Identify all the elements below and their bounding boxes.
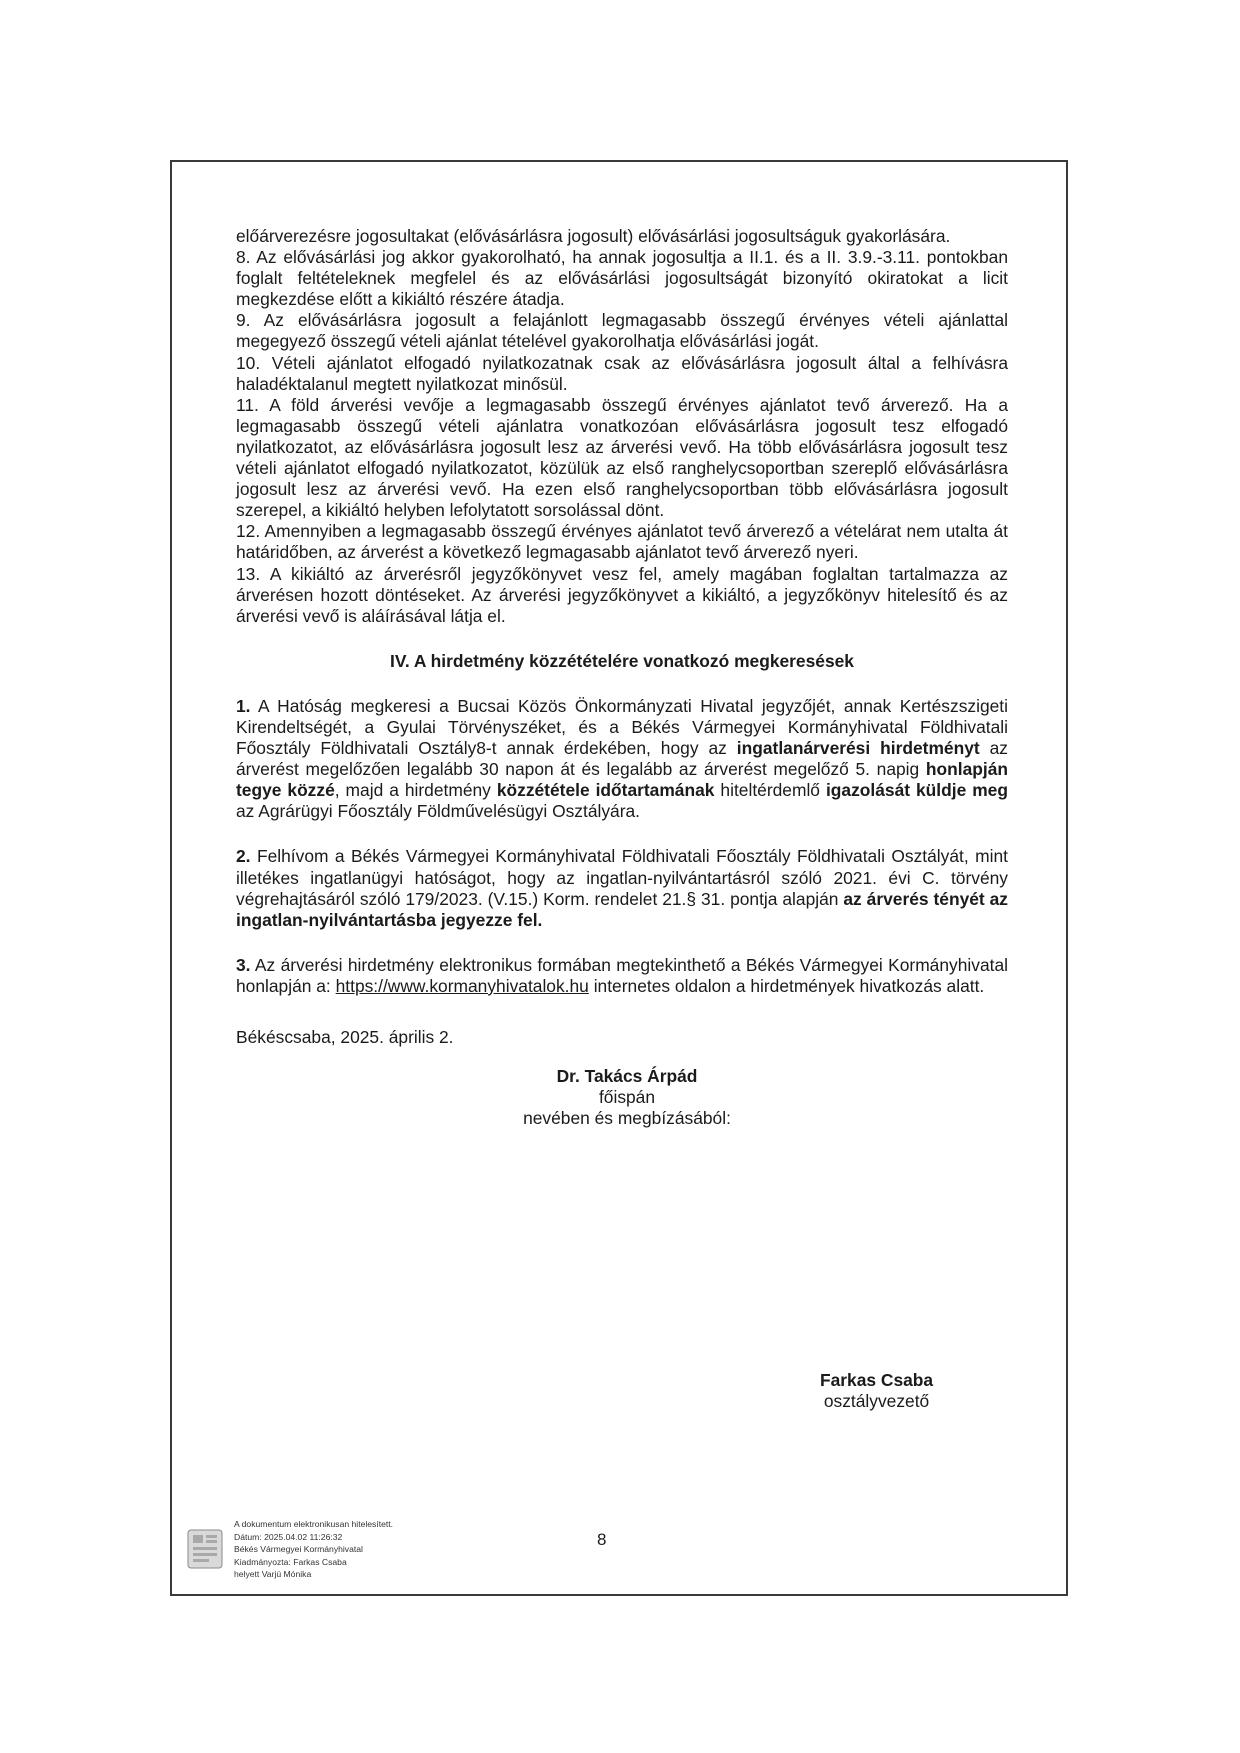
official-signature-block xyxy=(820,1370,933,1412)
paragraph-8: 8. Az elővásárlási jog akkor gyakorolható, ha annak jogosultja a II.1. és a II. 3.9.-3.11. pontokban foglalt feltételeknek megfelel és az elővásárlási jogosultságát bizonyító okiratokat a licit megkezdése előtt a kikiáltó részére átadja. xyxy=(236,247,1008,310)
paragraph-13: 13. A kikiáltó az árverésről jegyzőkönyvet vesz fel, amely magában foglaltan tartalmazza az árverésen hozott döntéseket. Az árverési jegyzőkönyvet a kikiáltó, a jegyzőkönyv hitelesítő és az árverési vevő is aláírásával látja el. xyxy=(236,563,1008,626)
stamp-text: A dokumentum elektronikusan hitelesített. Dátum: 2025.04.02 11:26:32 Békés Vármegyei Kormányhivatal Kiadmányozta: Farkas Csaba helyett Varjú Mónika xyxy=(234,1519,394,1579)
paragraph-12: 12. Amennyiben a legmagasabb összegű érvényes ajánlatot tevő árverező a vételárat nem utalta át határidőben, az árverést a következő legmagasabb ajánlatot tevő árverező nyeri. xyxy=(236,521,1008,563)
section-heading: IV. A hirdetmény közzétételére vonatkozó megkeresések xyxy=(390,650,854,671)
item-number: 3. xyxy=(236,954,251,975)
item-number: 2. xyxy=(236,846,251,867)
paragraph-10: 10. Vételi ajánlatot elfogadó nyilatkozatnak csak az elővásárlásra jogosult által a felhívásra haladéktalanul megtett nyilatkozat minősül. xyxy=(236,352,1008,394)
document-date: Békéscsaba, 2025. április 2. xyxy=(236,1027,454,1047)
paragraph-intro: előárverezésre jogosultakat (elővásárlásra jogosult) elővásárlási jogosultságuk gyakorlására. xyxy=(236,226,951,246)
government-website-link[interactable]: https://www.kormanyhivatalok.hu xyxy=(335,975,589,996)
document-body xyxy=(236,226,1008,1129)
page-number: 8 xyxy=(597,1530,607,1549)
paragraph-9: 9. Az elővásárlásra jogosult a felajánlott legmagasabb összegű érvényes vételi ajánlattal megegyező összegű vételi ajánlat tételével gyakorolhatja elővásárlási jogát. xyxy=(236,310,1008,352)
official-title: osztályvezető xyxy=(823,1391,930,1412)
section-item-3: 3. Az árverési hirdetmény elektronikus formában megtekinthető a Békés Vármegyei Kormányhivatal honlapján a: https://www.kormanyhivatalok.hu internetes oldalon a hirdetmények hivatkozás alatt. xyxy=(236,954,1008,996)
signer-title: főispán xyxy=(598,1087,656,1108)
authentication-seal-icon xyxy=(182,1526,228,1572)
paragraph-11: 11. A föld árverési vevője a legmagasabb összegű érvényes ajánlatot tevő árverező. Ha a legmagasabb összegű vételi ajánlatra vonatkozóan elővásárlásra jogosult tesz elfogadó nyilatkozatot, az elővásárlásra jogosult lesz az árverési vevő. Ha több elővásárlásra jogosult tesz vételi ajánlatot elfogadó nyilatkozatot, közülük az első ranghelycsoportban szereplő elővásárlásra jogosult lesz az árverési vevő. Ha ezen első ranghelycsoportban több elővásárlásra jogosult szerepel, a kikiáltó helyben lefolytatott sorsolással dönt. xyxy=(236,394,1008,521)
section-item-2: 2. Felhívom a Békés Vármegyei Kormányhivatal Földhivatali Főosztály Földhivatali Osztályát, mint illetékes ingatlanügyi hatóságot, hogy az ingatlan-nyilvántartásról szóló 2021. évi C. törvény végrehajtásáról szóló 179/2023. (V.15.) Korm. rendelet 21.§ 31. pontja alapján az árverés tényét az ingatlan-nyilvántartásba jegyezze fel. xyxy=(236,846,1008,930)
signer-name: Dr. Takács Árpád xyxy=(556,1066,698,1087)
item-number: 1. xyxy=(236,695,251,716)
official-name: Farkas Csaba xyxy=(820,1370,934,1390)
signer-on-behalf: nevében és megbízásából: xyxy=(523,1108,731,1129)
section-item-1: 1. A Hatóság megkeresi a Bucsai Közös Önkormányzati Hivatal jegyzőjét, annak Kertészszigeti Kirendeltségét, a Gyulai Törvényszéket, és a Békés Vármegyei Kormányhivatal Földhivatali Főosztály Földhivatali Osztály8-t annak érdekében, hogy az ingatlanárverési hirdetményt az árverést megelőzően legalább 30 napon át és legalább az árverést megelőző 5. napig honlapján tegye közzé, majd a hirdetmény közzététele időtartamának hiteltérdemlő igazolását küldje meg az Agrárügyi Főosztály Földművelésügyi Osztályára. xyxy=(236,695,1008,822)
electronic-authentication-stamp xyxy=(182,1518,432,1582)
